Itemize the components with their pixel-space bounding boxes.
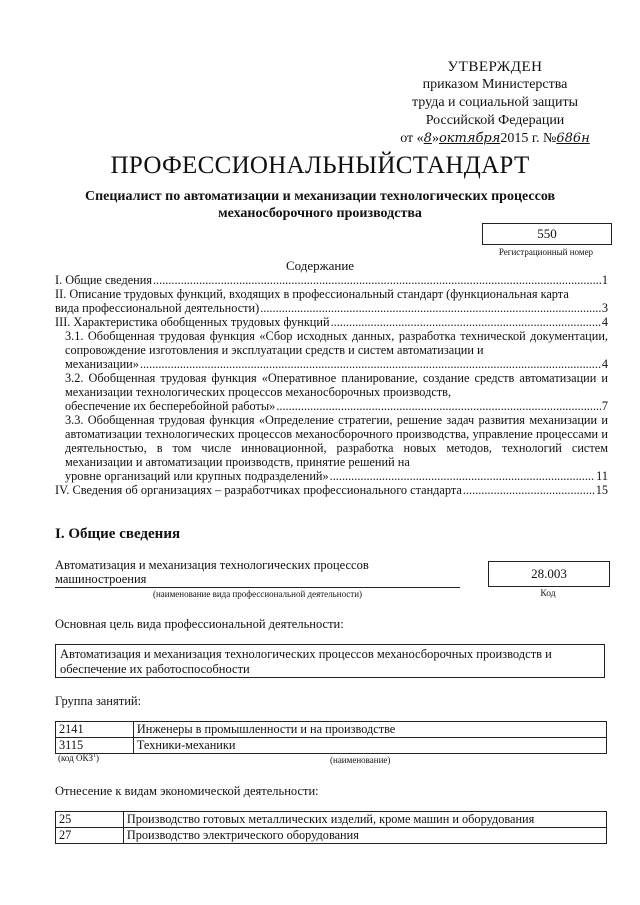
okz-code: 2141 (56, 722, 134, 738)
economic-activity-label: Отнесение к видам экономической деятельности: (55, 784, 319, 798)
toc-item-3-2[interactable]: обеспечение их бесперебойной работы» ..... 7 (65, 399, 608, 413)
handwritten-day: 8 (423, 131, 432, 146)
date-year: 2015 г. № (500, 131, 557, 146)
date-prefix: от « (400, 131, 424, 146)
okz-code: 3115 (56, 738, 134, 754)
section-1-title: I. Общие сведения (55, 526, 181, 542)
okz-name: Инженеры в промышленности и на производстве (133, 722, 606, 738)
activity-kind-name: Автоматизация и механизация технологических процессов машиностроения (55, 558, 369, 586)
toc-item-3-3-head: 3.3. Обобщенная трудовая функция «Определение стратегии, решение задач развития механизации и автоматизации технологических процессов механосборочного производства, управление процессами и деятельностью, в том числе инновационной, разработка новых методов, технологий систем механизации и автоматизации производств, принятие решений на (65, 413, 608, 469)
approval-line-2: труда и социальной защиты (412, 95, 578, 110)
goal-box: Автоматизация и механизация технологических процессов механосборочных производств и обеспечение их работоспособности (55, 644, 605, 678)
approval-block (380, 58, 610, 148)
handwritten-month: октября (438, 131, 501, 146)
okz-code-caption: (код ОКЗ$^1$) (58, 753, 99, 763)
approval-date (380, 130, 610, 148)
toc-item-3-1-head: 3.1. Обобщенная трудовая функция «Сбор исходных данных, разработка технической документации, сопровождение изготовления и эксплуатации средств и систем автоматизации и (65, 329, 608, 357)
table-of-contents (55, 273, 608, 497)
toc-title: Содержание (285, 258, 355, 273)
toc-item-general[interactable]: I. Общие сведения ..... 1 (55, 273, 608, 287)
activity-kind-caption: (наименование вида профессиональной деятельности) (152, 589, 363, 599)
toc-item-functions[interactable]: вида профессиональной деятельности) ..... 3 (55, 301, 608, 315)
goal-label: Основная цель вида профессиональной деятельности: (55, 617, 344, 631)
document-subtitle: Специалист по автоматизации и механизации технологических процессов механосборочного производства (84, 189, 556, 221)
table-row (56, 812, 607, 828)
occupation-group-label: Группа занятий: (55, 694, 142, 708)
activity-code-label: Код (540, 589, 556, 599)
okved-name: Производство электрического оборудования (123, 828, 606, 844)
okz-name: Техники-механики (133, 738, 606, 754)
date-mid: » (431, 131, 439, 146)
occupation-group-table (55, 721, 607, 754)
table-row (56, 828, 607, 844)
toc-item-organizations[interactable]: IV. Сведения об организациях – разработчиках профессионального стандарта ..... 15 (55, 483, 608, 497)
approval-title: УТВЕРЖДЕН (447, 59, 543, 75)
document-title: ПРОФЕССИОНАЛЬНЫЙСТАНДАРТ (110, 152, 530, 179)
registration-number-label: Регистрационный номер (498, 247, 594, 257)
toc-item-3-1[interactable]: механизации» ..... 4 (65, 357, 608, 371)
registration-number-box: 550 (482, 223, 612, 245)
approval-line-1: приказом Министерства (422, 77, 568, 92)
toc-item-functions-head: II. Описание трудовых функций, входящих в профессиональный стандарт (функциональная карта (55, 287, 569, 301)
toc-item-3-3[interactable]: уровне организаций или крупных подразделений» ..... 11 (65, 469, 608, 483)
table-row (56, 738, 607, 754)
approval-line-3: Российской Федерации (425, 113, 565, 128)
toc-item-characteristics[interactable]: III. Характеристика обобщенных трудовых функций ..... 4 (55, 315, 608, 329)
activity-kind-underline (55, 587, 460, 588)
handwritten-order-number: 686н (556, 131, 590, 146)
table-row (56, 722, 607, 738)
okved-name: Производство готовых металлических изделий, кроме машин и оборудования (123, 812, 606, 828)
activity-code-box: 28.003 (488, 561, 610, 587)
economic-activity-table (55, 811, 607, 844)
okved-code: 27 (56, 828, 124, 844)
okz-name-caption: (наименование) (330, 755, 391, 765)
okved-code: 25 (56, 812, 124, 828)
toc-item-3-2-head: 3.2. Обобщенная трудовая функция «Оперативное планирование, создание средств автоматизации и механизации технологических процессов механосборочных производств, (65, 371, 608, 399)
